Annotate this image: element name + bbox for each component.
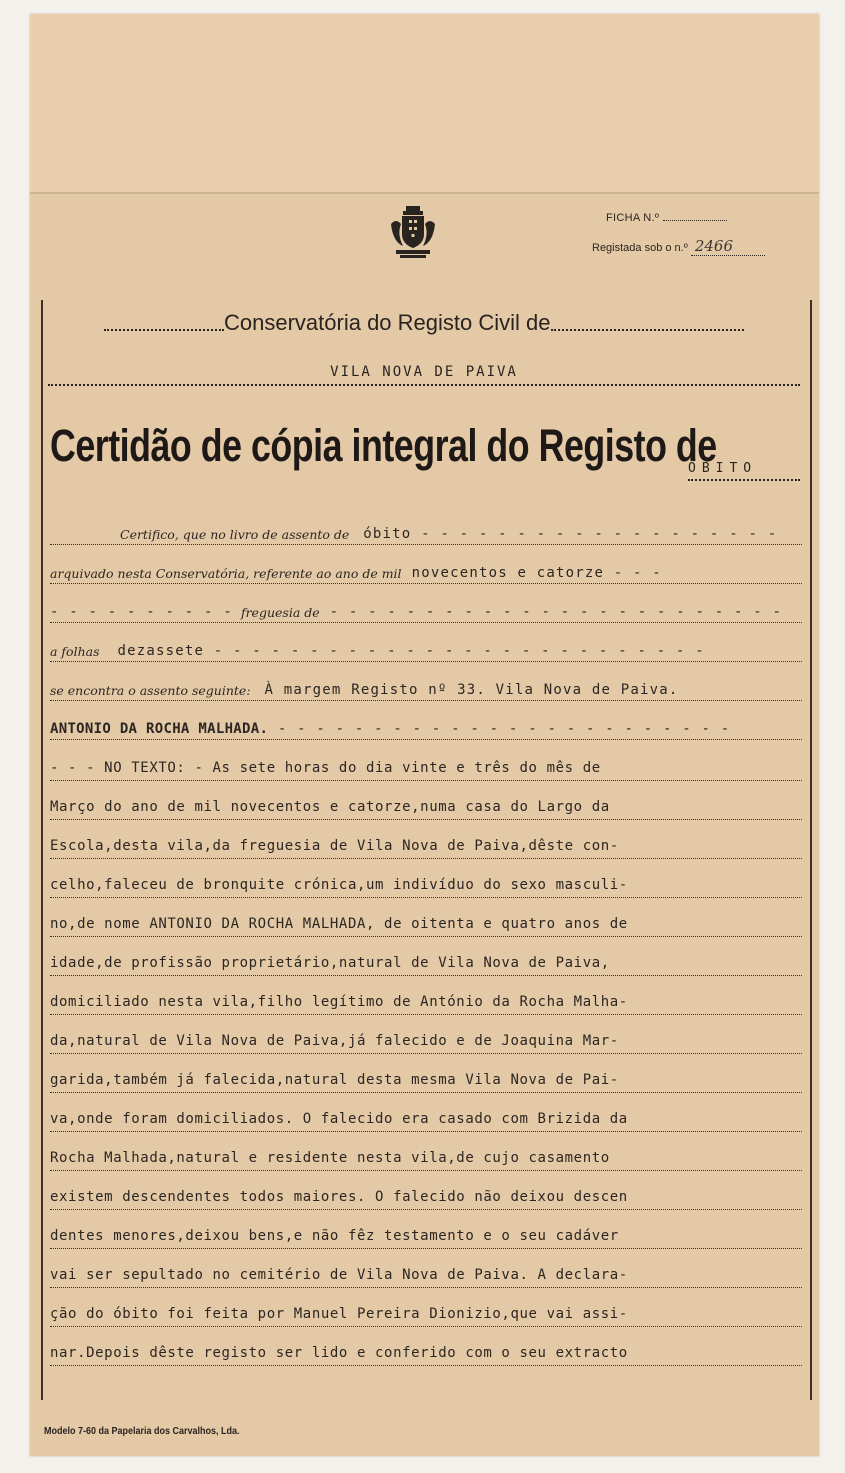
text-line — [50, 1027, 802, 1054]
text-line — [50, 793, 802, 820]
text-line — [50, 1066, 802, 1093]
text-line-content: nar.Depois dêste registo ser lido e conferido com o seu extracto — [50, 1345, 628, 1361]
text-line — [50, 1261, 802, 1288]
text-line-content: vai ser sepultado no cemitério de Vila Nova de Paiva. A declara- — [50, 1267, 628, 1283]
trailing-dots — [551, 328, 745, 331]
certificate-title: Certidão de cópia integral do Registo de — [50, 420, 717, 471]
form-label: freguesia de — [240, 605, 320, 620]
text-line — [50, 1222, 802, 1249]
form-row — [50, 674, 802, 701]
text-line — [50, 988, 802, 1015]
text-line-content: no,de nome ANTONIO DA ROCHA MALHADA, de oitenta e quatro anos de — [50, 916, 628, 932]
form-label: arquivado nesta Conservatória, referente ao ano de mil — [50, 566, 402, 581]
text-line — [50, 832, 802, 859]
text-line — [50, 1300, 802, 1327]
text-line-content: va,onde foram domiciliados. O falecido era casado com Brizida da — [50, 1111, 628, 1127]
text-line-content: domiciliado nesta vila,filho legítimo de António da Rocha Malha- — [50, 994, 628, 1010]
text-line — [50, 754, 802, 781]
text-line-content: Março do ano de mil novecentos e catorze,numa casa do Largo da — [50, 799, 610, 815]
registo-type: ÓBITO — [688, 461, 800, 481]
form-row — [50, 713, 802, 740]
ficha-blank — [663, 211, 727, 221]
ficha-label: FICHA N.º — [606, 212, 660, 224]
form-model-footer: Modelo 7-60 da Papelaria dos Carvalhos, Lda. — [44, 1426, 240, 1437]
form-value: - - - - - - - - - - - - - - - - - - - - - - - - — [329, 604, 783, 620]
text-line — [50, 1105, 802, 1132]
text-line — [50, 910, 802, 937]
form-value: dezassete - - - - - - - - - - - - - - - - - - - - - - - - - - — [117, 643, 705, 659]
left-border-line — [41, 300, 43, 1400]
certificate-form — [50, 518, 802, 752]
text-line-content: idade,de profissão proprietário,natural de Vila Nova de Paiva, — [50, 955, 610, 971]
deceased-name: ANTONIO DA ROCHA MALHADA. — [50, 721, 269, 737]
localidade: VILA NOVA DE PAIVA — [48, 364, 800, 386]
form-value: À margem Registo nº 33. Vila Nova de Paiva. — [264, 682, 679, 698]
text-line-content: dentes menores,deixou bens,e não fêz testamento e o seu cadáver — [50, 1228, 619, 1244]
form-label: Certifico, que no livro de assento de — [120, 527, 350, 542]
form-row — [50, 518, 802, 545]
form-value: novecentos e catorze - - - — [411, 565, 662, 581]
text-line — [50, 1144, 802, 1171]
text-line — [50, 1339, 802, 1366]
certificate-text — [50, 754, 802, 1378]
form-label: a folhas — [50, 644, 100, 659]
leading-dots — [104, 328, 224, 331]
form-dashes: - - - - - - - - - - - - - - - - - - - - - - - - — [268, 721, 731, 737]
text-line-content: garida,também já falecida,natural desta mesma Vila Nova de Pai- — [50, 1072, 619, 1088]
registada-number: 2466 — [691, 237, 765, 256]
registration-number-field — [592, 237, 765, 256]
text-line — [50, 949, 802, 976]
conservatoria-text: Conservatória do Registo Civil de — [224, 310, 551, 335]
text-line-content: ção do óbito foi feita por Manuel Pereira Dionizio,que vai assi- — [50, 1306, 628, 1322]
text-line-content: celho,faleceu de bronquite crónica,um indivíduo do sexo masculi- — [50, 877, 628, 893]
text-line-content: Escola,desta vila,da freguesia de Vila Nova de Paiva,dêste con- — [50, 838, 619, 854]
text-line-content: existem descendentes todos maiores. O falecido não deixou descen — [50, 1189, 628, 1205]
text-line — [50, 871, 802, 898]
registada-label: Registada sob o n.º — [592, 242, 688, 254]
text-line-content: - - - NO TEXTO: - As sete horas do dia vinte e três do mês de — [50, 760, 601, 776]
form-dashes: - - - - - - - - - - — [50, 604, 233, 620]
text-line-content: da,natural de Vila Nova de Paiva,já falecido e de Joaquina Mar- — [50, 1033, 619, 1049]
form-row — [50, 635, 802, 662]
right-border-line — [810, 300, 812, 1400]
coat-of-arms-emblem — [388, 204, 438, 260]
text-line — [50, 1183, 802, 1210]
text-line-content: Rocha Malhada,natural e residente nesta vila,de cujo casamento — [50, 1150, 610, 1166]
ficha-number-field — [606, 211, 727, 224]
form-label: se encontra o assento seguinte: — [50, 683, 251, 698]
conservatoria-line — [104, 310, 744, 336]
form-value — [50, 721, 730, 737]
form-row — [50, 557, 802, 584]
form-value: óbito - - - - - - - - - - - - - - - - - - - — [363, 526, 778, 542]
form-row — [50, 596, 802, 623]
